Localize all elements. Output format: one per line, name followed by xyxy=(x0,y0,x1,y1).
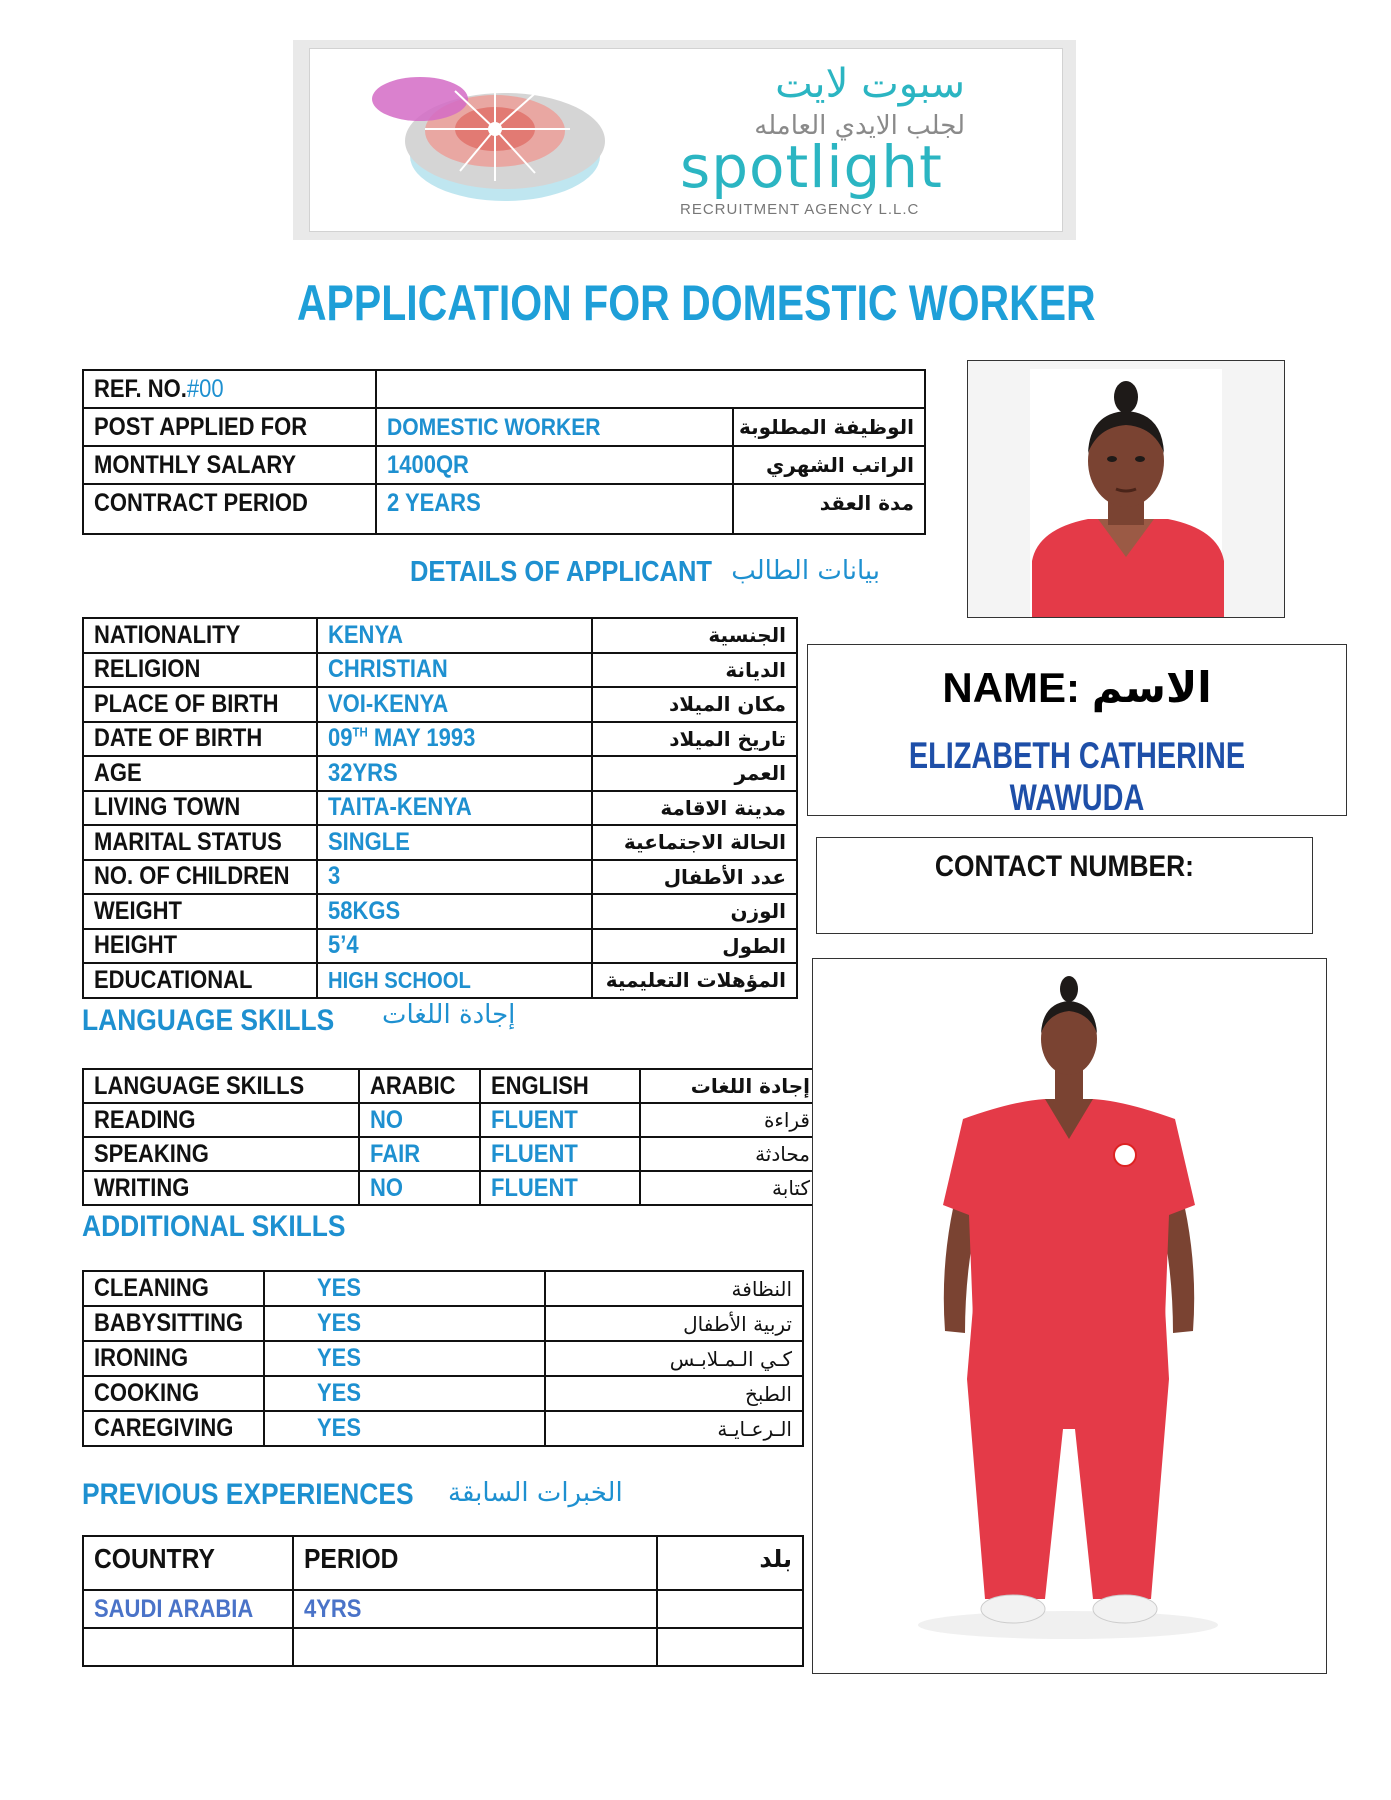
row-arabic: مكان الميلاد xyxy=(592,687,797,722)
row-label: PLACE OF BIRTH xyxy=(83,687,317,722)
table-row xyxy=(83,618,797,653)
row-label: IRONING xyxy=(83,1341,264,1376)
table-row xyxy=(83,653,797,688)
table-row xyxy=(83,1411,803,1446)
details-heading-en: DETAILS OF APPLICANT xyxy=(410,556,712,588)
table-row xyxy=(83,791,797,826)
row-arabic: الطبخ xyxy=(545,1376,803,1411)
language-heading xyxy=(82,1000,542,1038)
full-body-figure-icon xyxy=(813,959,1326,1673)
row-value: 1400QR xyxy=(376,446,733,484)
page-title: APPLICATION FOR DOMESTIC WORKER xyxy=(296,275,1096,331)
language-skills-table xyxy=(82,1068,822,1206)
applicant-headshot-photo xyxy=(967,360,1285,618)
row-label: DATE OF BIRTH xyxy=(83,722,317,757)
row-value: YES xyxy=(264,1341,545,1376)
details-heading xyxy=(410,556,880,589)
row-value: 09TH MAY 1993 xyxy=(317,722,592,757)
logo-subtitle: RECRUITMENT AGENCY L.L.C xyxy=(680,201,920,218)
applicant-details-table xyxy=(82,617,798,999)
table-row xyxy=(83,1628,803,1666)
table-row xyxy=(83,484,925,534)
row-value: KENYA xyxy=(317,618,592,653)
row-label: AGE xyxy=(83,756,317,791)
row-label: RELIGION xyxy=(83,653,317,688)
row-value: CHRISTIAN xyxy=(317,653,592,688)
headshot-figure-icon xyxy=(968,361,1284,617)
column-header: إجادة اللغات xyxy=(640,1069,821,1103)
table-row xyxy=(83,687,797,722)
row-value: YES xyxy=(264,1271,545,1306)
row-arabic: الوظيفة المطلوبة xyxy=(733,408,925,446)
logo-arabic-name: سبوت لايت xyxy=(775,61,965,107)
row-arabic: الطول xyxy=(592,929,797,964)
row-arabic: المؤهلات التعليمية xyxy=(592,963,797,998)
arabic-level: FAIR xyxy=(359,1137,481,1171)
table-row xyxy=(83,1590,803,1628)
table-row xyxy=(83,446,925,484)
row-label: CAREGIVING xyxy=(83,1411,264,1446)
row-value: 5’4 xyxy=(317,929,592,964)
column-header: LANGUAGE SKILLS xyxy=(83,1069,359,1103)
contact-label: CONTACT NUMBER: xyxy=(934,850,1194,883)
column-header: ARABIC xyxy=(359,1069,481,1103)
ref-value: #00 xyxy=(186,374,224,403)
row-arabic: الديانة xyxy=(592,653,797,688)
table-row xyxy=(83,1171,821,1205)
table-row xyxy=(83,1271,803,1306)
logo-arabic-tagline: لجلب الايدي العامله xyxy=(754,111,965,141)
applicant-name: ELIZABETH CATHERINE WAWUDA xyxy=(908,735,1246,818)
column-header: بلد xyxy=(657,1536,803,1590)
column-header: ENGLISH xyxy=(480,1069,639,1103)
name-label: NAME: الاسم xyxy=(942,663,1212,712)
row-value: 2 YEARS xyxy=(376,484,733,534)
table-row xyxy=(83,894,797,929)
row-arabic: الوزن xyxy=(592,894,797,929)
table-row xyxy=(83,1376,803,1411)
row-label: NATIONALITY xyxy=(83,618,317,653)
row-label: MONTHLY SALARY xyxy=(83,446,376,484)
row-label: EDUCATIONAL xyxy=(83,963,317,998)
row-label: CLEANING xyxy=(83,1271,264,1306)
spotlight-emblem-icon xyxy=(365,61,625,211)
row-arabic: الراتب الشهري xyxy=(733,446,925,484)
table-row xyxy=(83,370,925,408)
row-value: HIGH SCHOOL xyxy=(317,963,592,998)
arabic-level: NO xyxy=(359,1103,481,1137)
arabic-level: NO xyxy=(359,1171,481,1205)
table-row xyxy=(83,1536,803,1590)
row-value: YES xyxy=(264,1411,545,1446)
table-row xyxy=(83,1341,803,1376)
row-label: WEIGHT xyxy=(83,894,317,929)
row-value: 32YRS xyxy=(317,756,592,791)
experience-heading-en: PREVIOUS EXPERIENCES xyxy=(82,1478,414,1511)
language-heading-en: LANGUAGE SKILLS xyxy=(82,1004,335,1037)
row-arabic: الجنسية xyxy=(592,618,797,653)
english-level: FLUENT xyxy=(480,1103,639,1137)
row-arabic: الـرعـايـة xyxy=(545,1411,803,1446)
row-value: TAITA-KENYA xyxy=(317,791,592,826)
experience-heading xyxy=(82,1478,622,1512)
table-row xyxy=(83,825,797,860)
table-row xyxy=(83,1306,803,1341)
ref-number-cell xyxy=(83,370,376,408)
row-arabic: مدة العقد xyxy=(733,484,925,534)
row-value: YES xyxy=(264,1306,545,1341)
row-arabic: قراءة xyxy=(640,1103,821,1137)
row-arabic: مدينة الاقامة xyxy=(592,791,797,826)
table-row xyxy=(83,756,797,791)
table-row xyxy=(83,722,797,757)
language-heading-ar: إجادة اللغات xyxy=(382,1000,516,1030)
row-label: LIVING TOWN xyxy=(83,791,317,826)
row-label: NO. OF CHILDREN xyxy=(83,860,317,895)
ref-empty-cell xyxy=(376,370,925,408)
table-row xyxy=(83,929,797,964)
row-arabic: النظافة xyxy=(545,1271,803,1306)
logo-brand-text: spotlight xyxy=(680,133,943,201)
table-row xyxy=(83,1069,821,1103)
row-arabic xyxy=(657,1590,803,1628)
table-row xyxy=(83,963,797,998)
skills-heading: ADDITIONAL SKILLS xyxy=(82,1210,346,1243)
experience-table xyxy=(82,1535,804,1667)
row-label: BABYSITTING xyxy=(83,1306,264,1341)
row-arabic: كـي الـمـلابـس xyxy=(545,1341,803,1376)
row-label: POST APPLIED FOR xyxy=(83,408,376,446)
period-cell: 4YRS xyxy=(293,1590,657,1628)
column-header: COUNTRY xyxy=(83,1536,293,1590)
row-label: WRITING xyxy=(83,1171,359,1205)
table-row xyxy=(83,1137,821,1171)
country-cell: SAUDI ARABIA xyxy=(83,1590,293,1628)
applicant-full-body-photo xyxy=(812,958,1327,1674)
row-arabic: عدد الأطفال xyxy=(592,860,797,895)
english-level: FLUENT xyxy=(480,1137,639,1171)
details-heading-ar: بيانات الطالب xyxy=(731,556,880,586)
table-row xyxy=(83,860,797,895)
row-arabic: العمر xyxy=(592,756,797,791)
row-value: DOMESTIC WORKER xyxy=(376,408,733,446)
table-row xyxy=(83,1103,821,1137)
row-label: MARITAL STATUS xyxy=(83,825,317,860)
row-label: READING xyxy=(83,1103,359,1137)
row-label: CONTRACT PERIOD xyxy=(83,484,376,534)
name-box xyxy=(807,644,1347,816)
row-arabic: محادثة xyxy=(640,1137,821,1171)
row-arabic xyxy=(657,1628,803,1666)
country-cell xyxy=(83,1628,293,1666)
agency-logo-frame xyxy=(293,40,1076,240)
table-row xyxy=(83,408,925,446)
row-value: VOI-KENYA xyxy=(317,687,592,722)
job-info-table xyxy=(82,369,926,535)
experience-heading-ar: الخبرات السابقة xyxy=(448,1478,623,1508)
row-label: HEIGHT xyxy=(83,929,317,964)
period-cell xyxy=(293,1628,657,1666)
row-value: 3 xyxy=(317,860,592,895)
english-level: FLUENT xyxy=(480,1171,639,1205)
row-arabic: كتابة xyxy=(640,1171,821,1205)
ref-label: REF. NO. xyxy=(94,374,187,403)
contact-box xyxy=(816,837,1313,934)
agency-logo xyxy=(309,48,1063,232)
column-header: PERIOD xyxy=(293,1536,657,1590)
row-label: SPEAKING xyxy=(83,1137,359,1171)
row-arabic: الحالة الاجتماعية xyxy=(592,825,797,860)
row-value: 58KGS xyxy=(317,894,592,929)
row-value: SINGLE xyxy=(317,825,592,860)
row-arabic: تاريخ الميلاد xyxy=(592,722,797,757)
row-value: YES xyxy=(264,1376,545,1411)
row-label: COOKING xyxy=(83,1376,264,1411)
additional-skills-table xyxy=(82,1270,804,1447)
row-arabic: تربية الأطفال xyxy=(545,1306,803,1341)
